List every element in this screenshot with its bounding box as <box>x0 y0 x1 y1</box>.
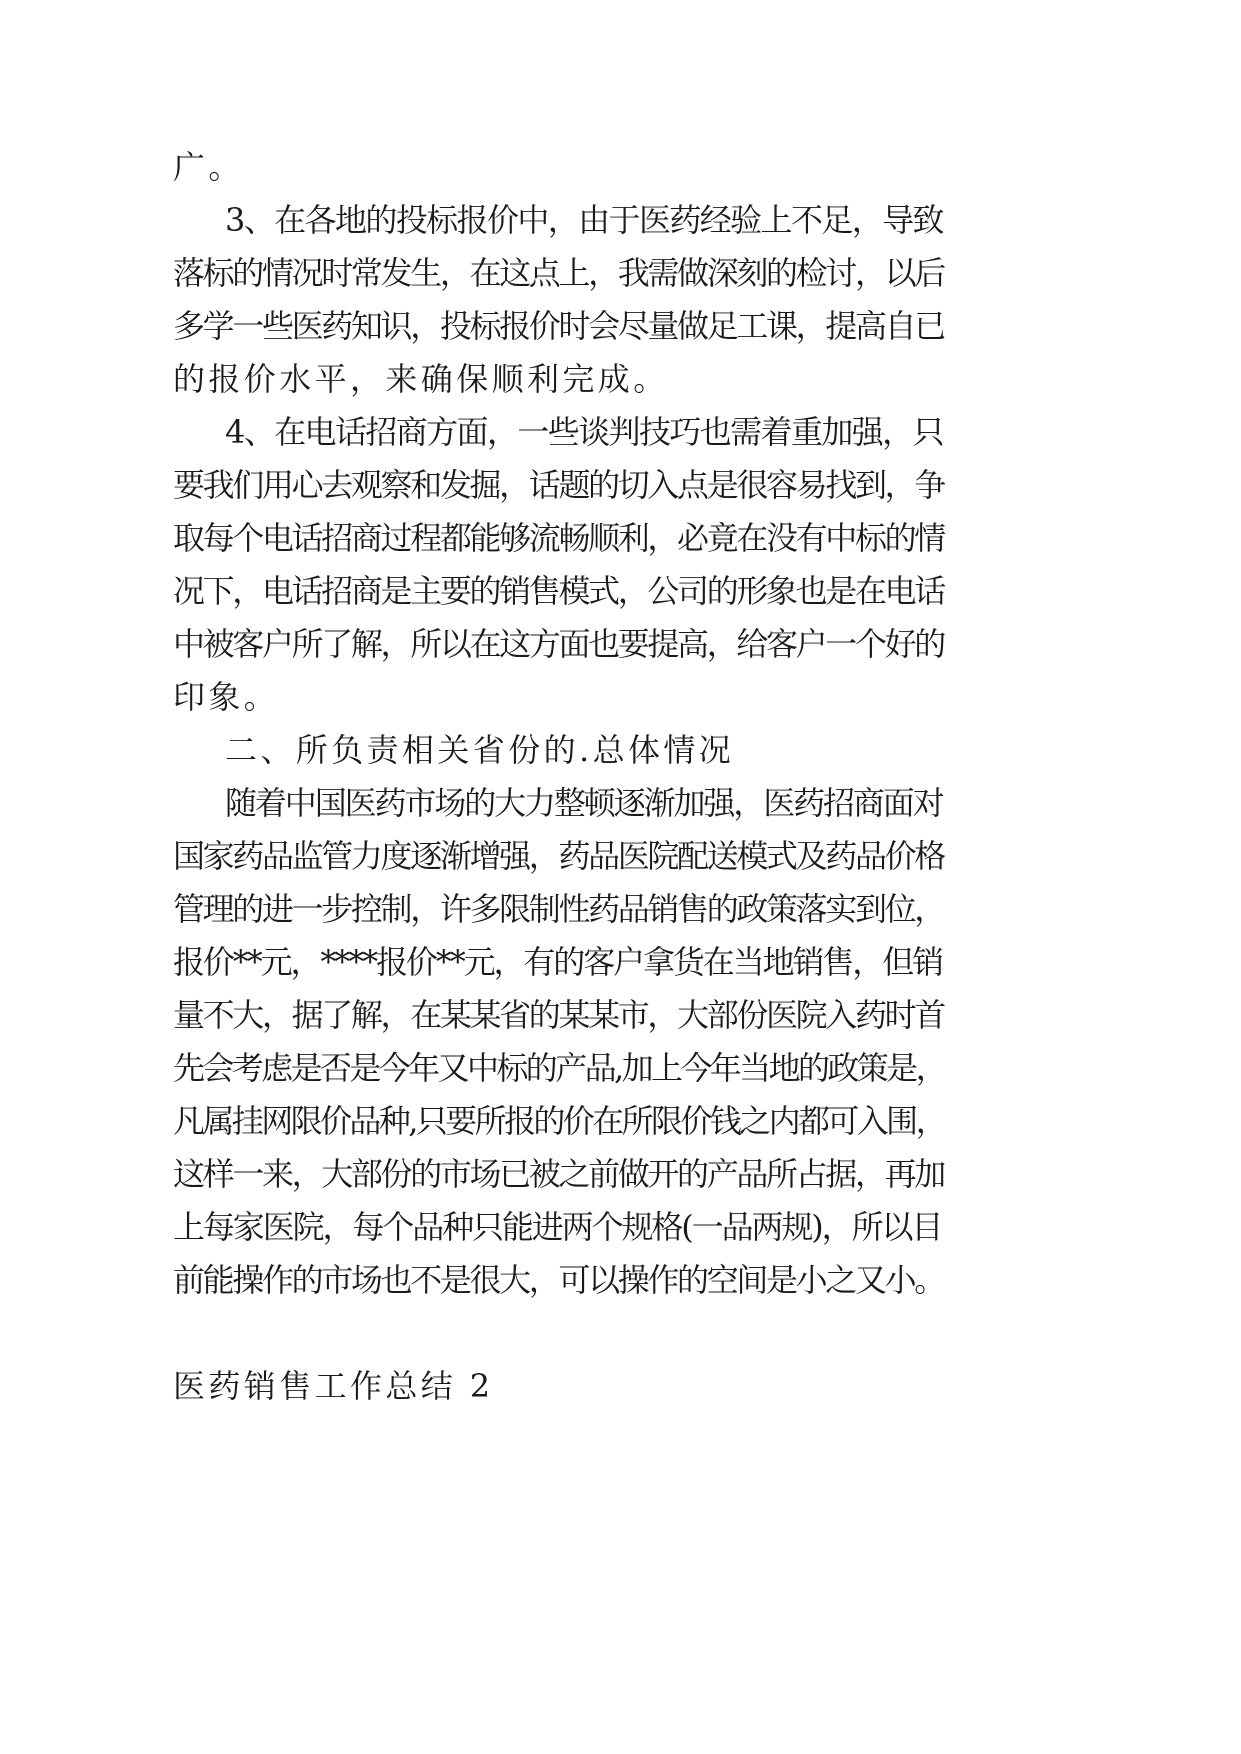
text-line: 报价**元，****报价**元，有的客户拿货在当地销售，但销 <box>173 943 943 981</box>
text-line: 3、在各地的投标报价中，由于医药经验上不足，导致 <box>225 201 943 239</box>
text-line: 的报价水平，来确保顺利完成。 <box>173 360 669 398</box>
text-line: 取每个电话招商过程都能够流畅顺利，必竟在没有中标的情 <box>173 519 944 557</box>
section-heading: 二、所负责相关省份的.总体情况 <box>225 731 735 769</box>
text-line: 凡属挂网限价品种,只要所报的价在所限价钱之内都可入围， <box>173 1102 945 1140</box>
text-line: 中被客户所了解，所以在这方面也要提高，给客户一个好的 <box>173 625 944 663</box>
text-line: 多学一些医药知识，投标报价时会尽量做足工课，提高自已 <box>173 307 944 345</box>
document-title: 医药销售工作总结 2 <box>173 1367 494 1405</box>
text-line: 量不大，据了解，在某某省的某某市，大部份医院入药时首 <box>173 996 944 1034</box>
text-line: 管理的进一步控制，许多限制性药品销售的政策落实到位， <box>173 890 944 928</box>
text-line: 先会考虑是否是今年又中标的产品,加上今年当地的政策是， <box>173 1049 945 1087</box>
text-line: 况下，电话招商是主要的销售模式，公司的形象也是在电话 <box>173 572 944 610</box>
text-line: 印象。 <box>173 678 280 716</box>
text-line: 这样一来，大部份的市场已被之前做开的产品所占据，再加 <box>173 1155 944 1193</box>
text-line: 广。 <box>173 148 244 186</box>
text-line: 前能操作的市场也不是很大，可以操作的空间是小之又小。 <box>173 1261 944 1299</box>
text-line: 要我们用心去观察和发掘，话题的切入点是很容易找到，争 <box>173 466 944 504</box>
text-line: 4、在电话招商方面，一些谈判技巧也需着重加强，只 <box>225 413 943 451</box>
text-line: 国家药品监管力度逐渐增强，药品医院配送模式及药品价格 <box>173 837 944 875</box>
text-line: 落标的情况时常发生，在这点上，我需做深刻的检讨，以后 <box>173 254 944 292</box>
text-line: 上每家医院，每个品种只能进两个规格(一品两规)，所以目 <box>173 1208 942 1246</box>
text-line: 随着中国医药市场的大力整顿逐渐加强，医药招商面对 <box>225 784 943 822</box>
